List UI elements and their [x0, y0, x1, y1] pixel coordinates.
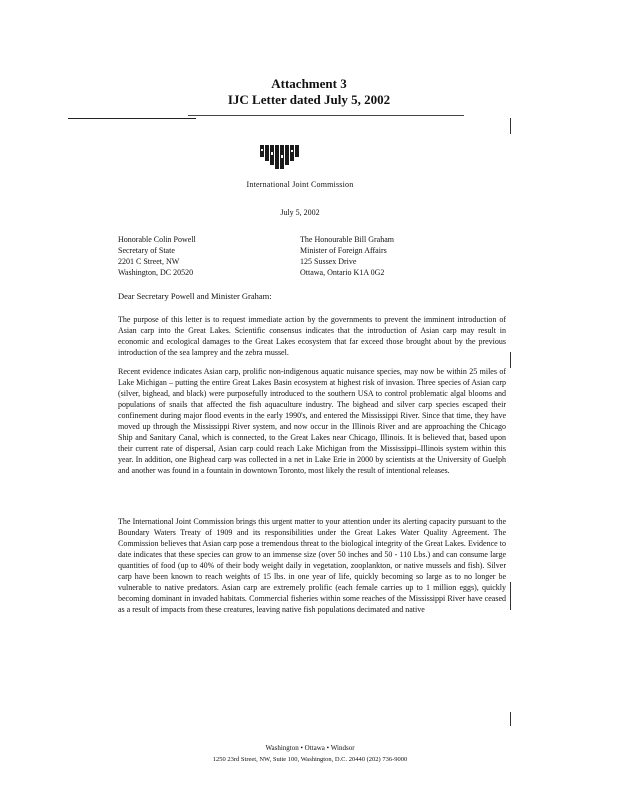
- margin-mark: [510, 712, 511, 726]
- organization-name: International Joint Commission: [246, 180, 354, 189]
- addressee-left-line: Honorable Colin Powell: [118, 235, 196, 244]
- salutation: Dear Secretary Powell and Minister Graham:: [118, 291, 272, 301]
- margin-mark: [510, 352, 511, 368]
- addressee-right-line: Minister of Foreign Affairs: [300, 246, 387, 255]
- body-paragraph-3: The International Joint Commission brings this urgent matter to your attention under its alerting capacity pursuant to the Boundary Waters Treaty of 1909 and its responsibilities under the Great Lakes Water Quality Agreement. The Commission believes that Asian carp pose a tremendous threat to the biological integrity of the Great Lakes. Evidence to date indicates that these species can grow to an immense size (over 50 inches and 50 - 110 Lbs.) and can consume large quantities of food (up to 40% of their body weight daily in vegetation, zooplankton, or native mussels and fish). Silver carp have been known to reach weights of 15 lbs. in one year of life, quickly becoming so large as to no longer be vulnerable to native predators. Asian carp are extremely prolific (each female carries up to 1 million eggs), quickly becoming dominant in invaded habitats. Commercial fisheries within some reaches of the Mississippi River have ceased as a result of impacts from these creatures, leaving native fish populations decimated and native: [118, 517, 506, 614]
- attachment-subtitle: IJC Letter dated July 5, 2002: [227, 92, 391, 107]
- attachment-title: Attachment 3: [271, 76, 347, 91]
- footer-locations: Washington • Ottawa • Windsor: [265, 744, 355, 752]
- addressee-right-line: Ottawa, Ontario K1A 0G2: [300, 268, 385, 277]
- margin-mark: [510, 118, 511, 134]
- ijc-logo-icon: [258, 143, 302, 177]
- body-paragraph-1: The purpose of this letter is to request immediate action by the governments to prevent the imminent introduction of Asian carp into the Great Lakes. Scientific consensus indicates that the introduction of Asian carp may result in economic and ecological damages to the Great Lakes ecosystem that far exceed those brought about by the previous introduction of the sea lamprey and the zebra mussel.: [118, 315, 506, 357]
- addressee-right: [300, 234, 394, 278]
- margin-mark: [510, 582, 511, 610]
- header-rule-right: [188, 115, 464, 116]
- addressee-right-line: 125 Sussex Drive: [300, 257, 357, 266]
- addressee-left: [118, 234, 196, 278]
- addressee-left-line: Washington, DC 20520: [118, 268, 194, 277]
- footer-address: 1250 23rd Street, NW, Suite 100, Washington, D.C. 20440 (202) 736-9000: [212, 756, 408, 763]
- body-paragraph-2: Recent evidence indicates Asian carp, prolific non-indigenous aquatic nuisance species, may now be within 25 miles of Lake Michigan – putting the entire Great Lakes Basin ecosystem at highest risk of invasion. Three species of Asian carp (silver, bighead, and black) were purposefully introduced to the southern USA to control problematic algal blooms and populations of snails that affected the fish aquaculture industry. The bighead and silver carp species escaped their confinement during major flood events in the early 1990's, and entered the Mississippi River. Since that time, they have moved up through the Mississippi River system, and now occur in the Illinois River and are approaching the Chicago Ship and Sanitary Canal, which is connected, to the Great Lakes near Chicago, Illinois. It is believed that, based upon their current rate of dispersal, Asian carp could reach Lake Michigan from the Mississippi–Illinois system within this year. In addition, one Bighead carp was collected in a net in Lake Erie in 2000 by scientists at the University of Guelph and another was found in a fountain in downtown Toronto, most likely the result of intentional releases.: [118, 367, 506, 475]
- addressee-left-line: 2201 C Street, NW: [118, 257, 180, 266]
- addressee-right-line: The Honourable Bill Graham: [300, 235, 394, 244]
- addressee-left-line: Secretary of State: [118, 246, 175, 255]
- letter-date: July 5, 2002: [280, 208, 320, 217]
- header-rule-left: [68, 118, 196, 119]
